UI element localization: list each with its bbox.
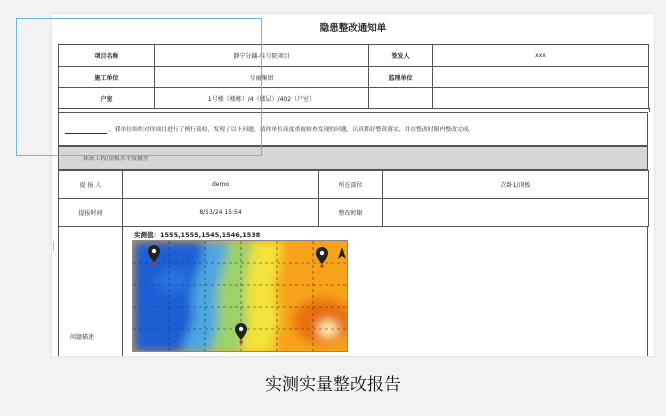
issuer-label: 签发人 (369, 45, 433, 67)
divider (122, 226, 123, 356)
project-name-value: 静宁分鋪-桂号院项目 (155, 45, 369, 67)
document-title: 隐患整改通知单 (319, 23, 387, 34)
location-value: 次卧1/顶板 (383, 171, 649, 199)
deadline-value (383, 199, 649, 227)
unit-value: 1号楼（楼栋）/4（楼层）/402（户室） (155, 88, 369, 109)
location-label: 所在部位 (319, 171, 383, 199)
supervisor-value (433, 67, 649, 88)
unit-label: 户室 (59, 88, 155, 109)
report-time-label: 提报时间 (59, 199, 123, 227)
reporter-label: 提 报 人 (59, 171, 123, 199)
selection-box[interactable] (16, 18, 262, 156)
supervisor-label: 监理单位 (369, 67, 433, 88)
table-row (59, 199, 649, 227)
table-row (59, 171, 649, 199)
contractor-value: 兮丽集团 (155, 67, 369, 88)
contractor-label: 施工单位 (59, 67, 155, 88)
reporter-value: demo (123, 171, 319, 199)
caption: 实测实量整改报告 (265, 375, 401, 395)
project-name-label: 项目名称 (59, 45, 155, 67)
heatmap-svg (133, 241, 348, 352)
deadline-label: 整改时限 (319, 199, 383, 227)
empty-cell (433, 88, 649, 109)
description-label: 问题描述 (70, 334, 95, 341)
empty-cell (369, 88, 433, 109)
resize-handle[interactable] (53, 241, 54, 251)
measured-values: 实测值：1555,1555,1545,1546,1538 (134, 231, 261, 239)
issuer-value: xxx (433, 45, 649, 67)
report-table (58, 170, 649, 227)
report-time-value: 8/13/24 15:54 (123, 199, 319, 227)
notice-text: ，我单位组织对你项目进行了例行巡检，发现了以下问题，请你单位高度重视检查发现的问题，认真抓好整改落实，并在整改时限内整改完成。 (109, 127, 475, 133)
flatness-heatmap-image (132, 240, 348, 352)
section-title: 抹灰工程/顶板水平度极差 (58, 146, 648, 170)
